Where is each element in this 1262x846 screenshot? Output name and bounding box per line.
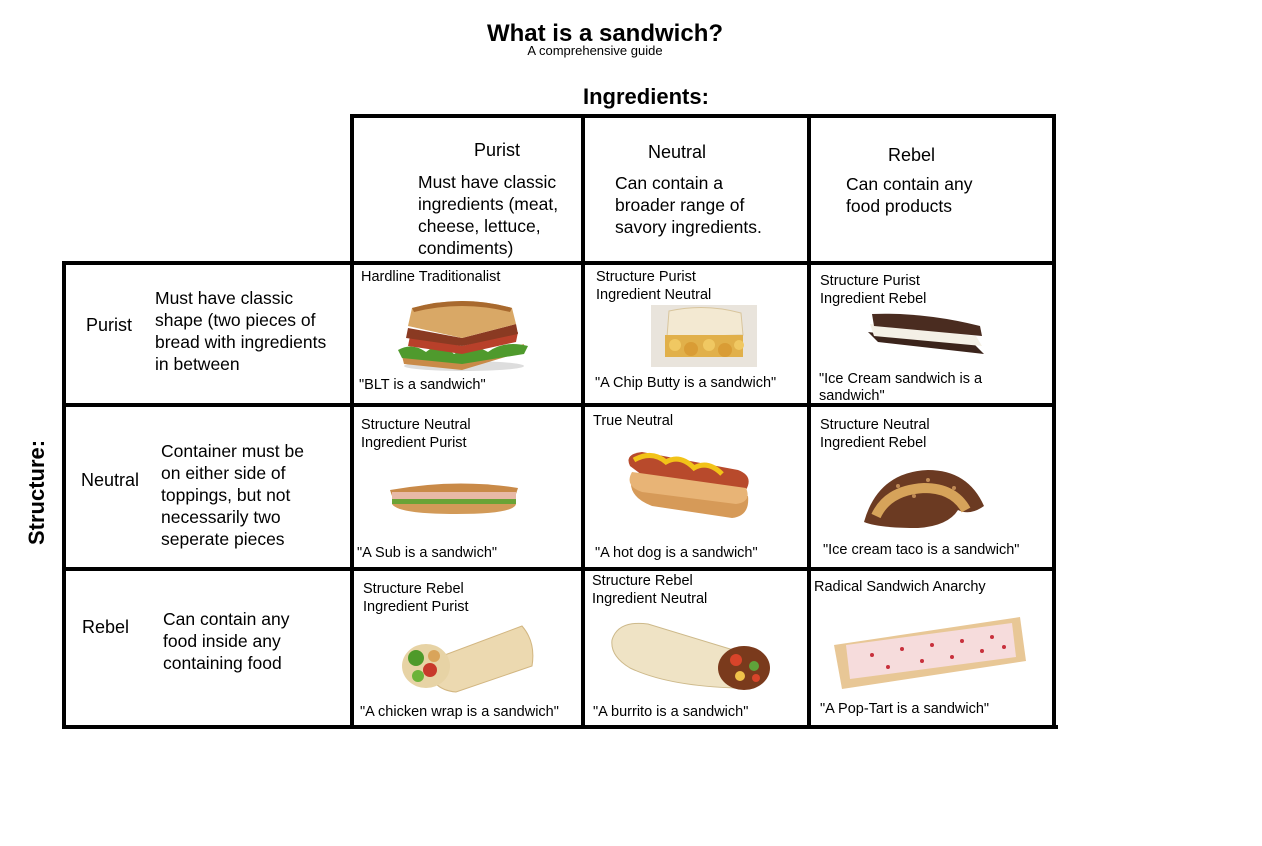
column-desc-rebel: Can contain any food products xyxy=(846,174,973,216)
cell-caption: "A chicken wrap is a sandwich" xyxy=(360,704,559,720)
row-desc-purist: Must have classic shape (two pieces of bread with ingredients in between xyxy=(155,288,327,374)
cell-caption: "BLT is a sandwich" xyxy=(359,377,486,393)
column-desc-purist: Must have classic ingredients (meat, cheese, lettuce, condiments) xyxy=(418,172,559,258)
column-header-rebel: Rebel xyxy=(888,145,936,165)
cell-title: Structure Purist Ingredient Rebel xyxy=(820,273,927,307)
cell-caption: "A Pop-Tart is a sandwich" xyxy=(820,701,990,717)
column-desc-neutral: Can contain a broader range of savory ingredients. xyxy=(615,173,762,237)
column-header-purist: Purist xyxy=(474,140,521,160)
page-subtitle: A comprehensive guide xyxy=(527,43,663,58)
cell-title: Radical Sandwich Anarchy xyxy=(814,579,986,595)
cell-caption: "A Chip Butty is a sandwich" xyxy=(595,375,777,391)
cell-title: Structure Neutral Ingredient Rebel xyxy=(820,417,930,451)
burrito-icon xyxy=(608,616,772,692)
ingredients-heading: Ingredients: xyxy=(583,84,709,109)
page-title: What is a sandwich? xyxy=(486,20,724,47)
cell-title: Structure Rebel Ingredient Purist xyxy=(363,581,469,615)
blt-sandwich-icon xyxy=(392,294,534,372)
chicken-wrap-icon xyxy=(396,622,538,696)
cell-title: Hardline Traditionalist xyxy=(361,269,501,285)
cell-title: Structure Purist Ingredient Neutral xyxy=(596,269,712,303)
cell-title: Structure Neutral Ingredient Purist xyxy=(361,417,471,451)
structure-heading: Structure: xyxy=(24,439,49,545)
row-desc-rebel: Can contain any food inside any containing food xyxy=(163,609,290,673)
hot-dog-icon xyxy=(622,446,754,522)
cell-caption: "A burrito is a sandwich" xyxy=(593,704,749,720)
ice-cream-taco-icon xyxy=(858,466,990,530)
cell-title: True Neutral xyxy=(593,413,674,429)
cell-title: Structure Rebel Ingredient Neutral xyxy=(592,573,708,607)
row-header-neutral: Neutral xyxy=(81,470,140,490)
row-desc-neutral: Container must be on either side of toppings, but not necessarily two seperate pieces xyxy=(161,441,304,549)
cell-caption: "Ice Cream sandwich is a sandwich" xyxy=(819,371,983,404)
chip-butty-icon xyxy=(651,305,757,367)
sub-sandwich-icon xyxy=(386,474,522,518)
cell-caption: "Ice cream taco is a sandwich" xyxy=(823,542,1020,558)
row-header-purist: Purist xyxy=(86,315,133,335)
pop-tart-icon xyxy=(832,615,1028,691)
column-header-neutral: Neutral xyxy=(648,142,707,162)
row-header-rebel: Rebel xyxy=(82,617,130,637)
cell-caption: "A Sub is a sandwich" xyxy=(357,545,498,561)
ice-cream-sandwich-icon xyxy=(864,310,988,360)
cell-caption: "A hot dog is a sandwich" xyxy=(595,545,758,561)
